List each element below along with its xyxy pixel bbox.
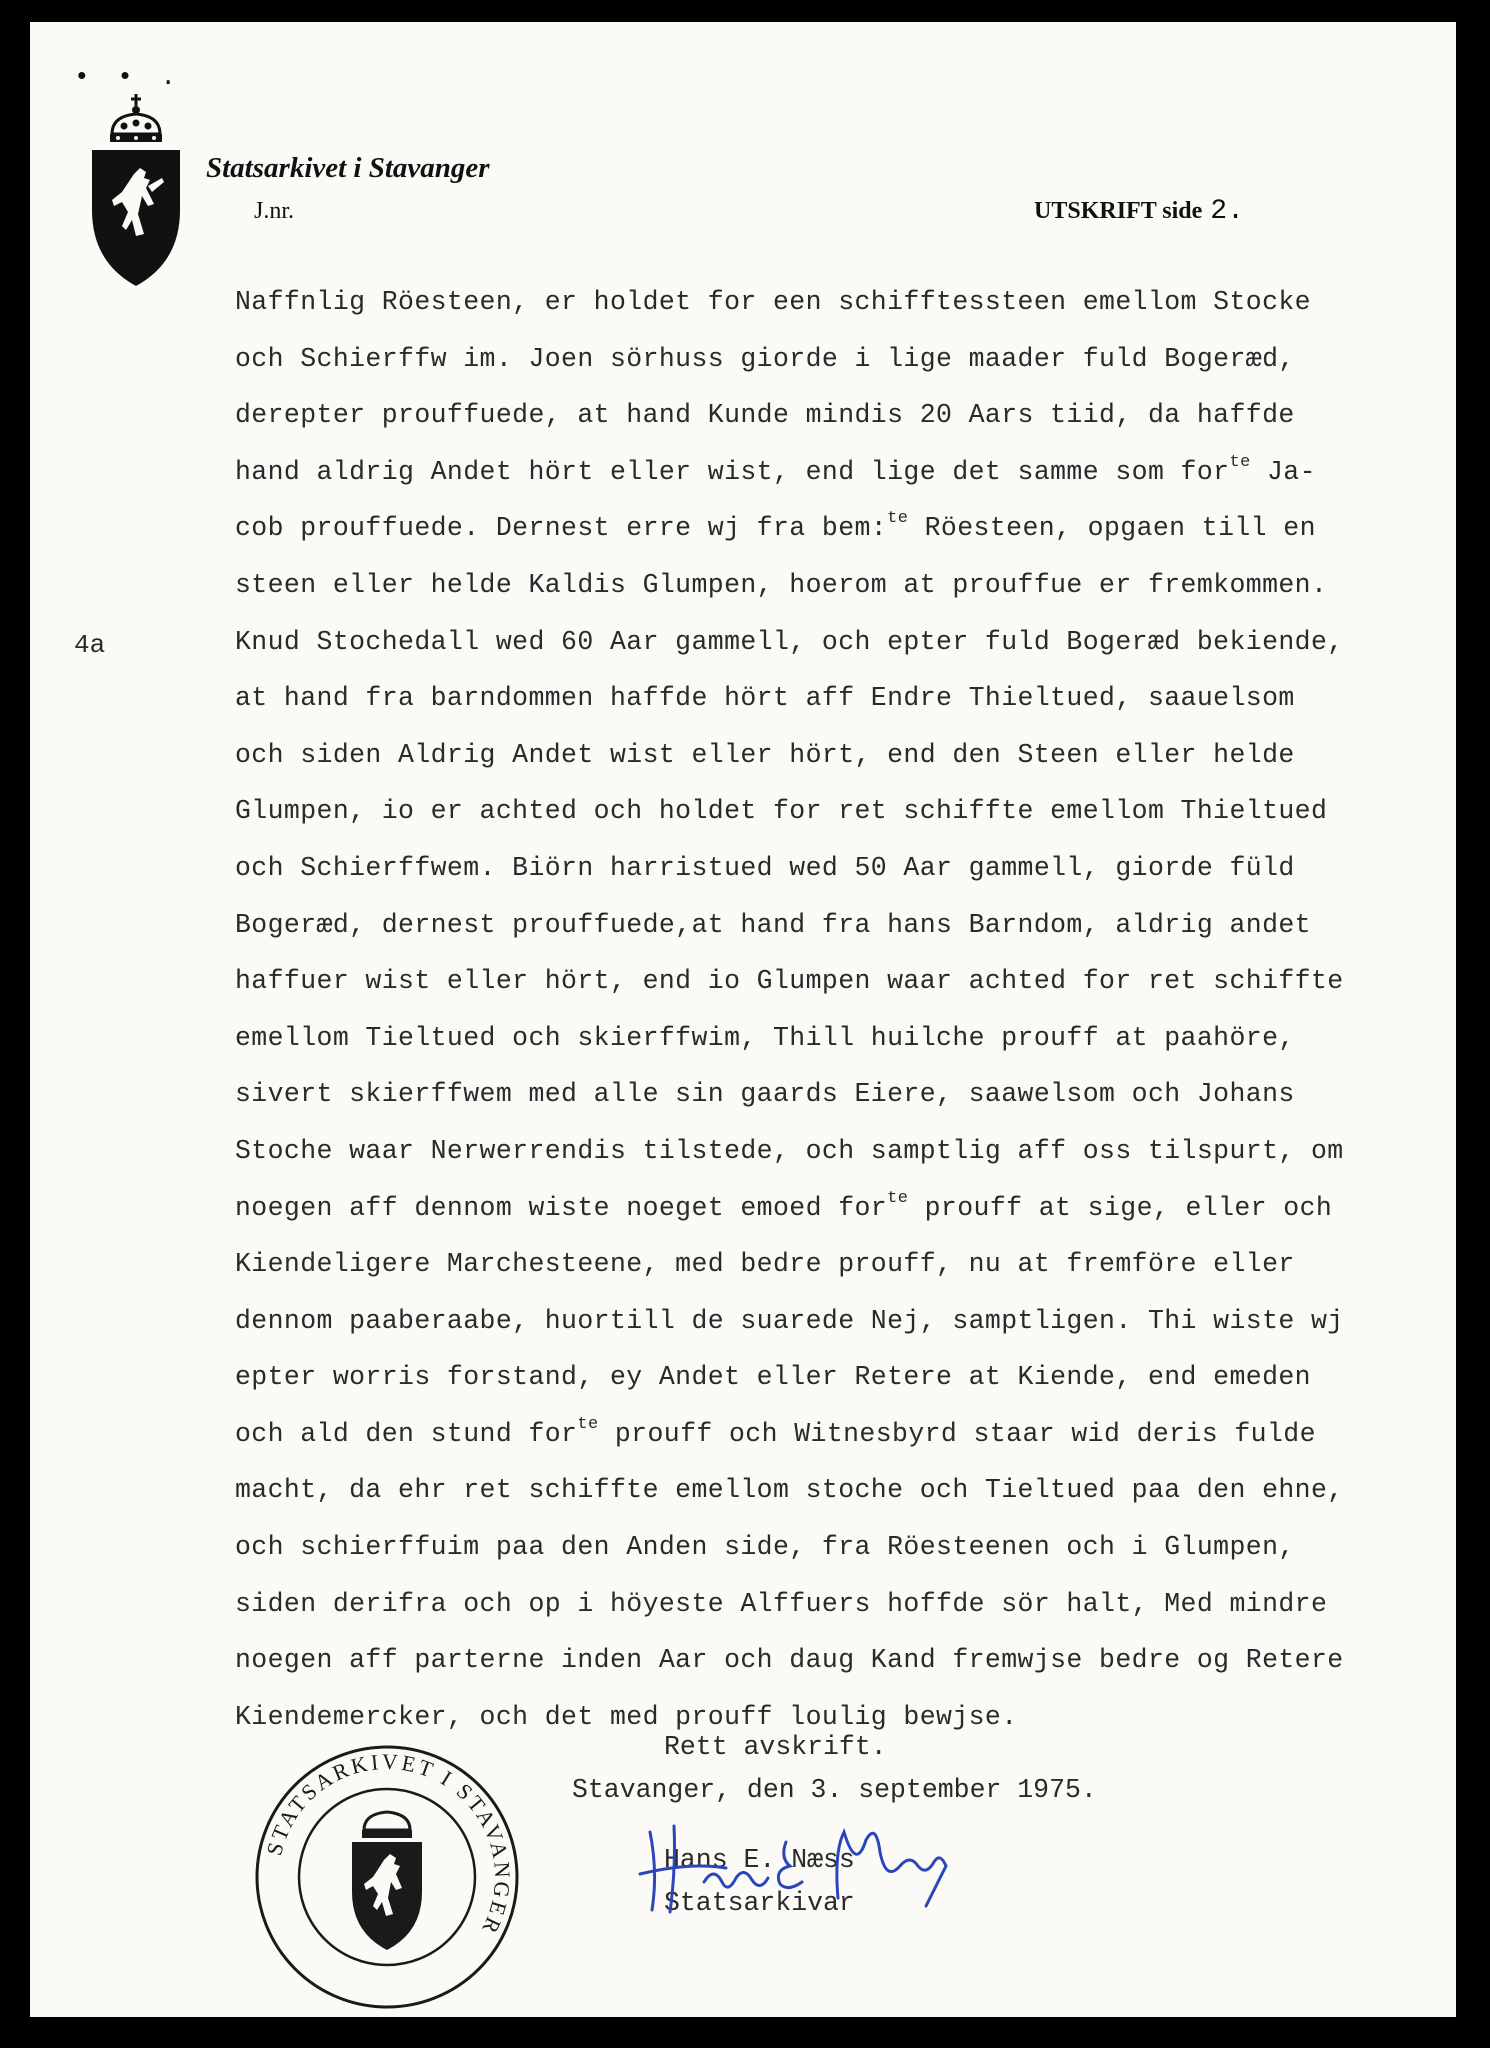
- transcript-body: [235, 274, 1445, 1745]
- line-text: cob prouffuede. Dernest erre wj fra bem:: [235, 513, 888, 544]
- line-text: siden derifra och op i höyeste Alffuers hoffde sör halt, Med mindre: [235, 1588, 1328, 1619]
- line-text: epter worris forstand, ey Andet eller Retere at Kiende, end emeden: [235, 1362, 1311, 1393]
- place-date-line: Stavanger, den 3. september 1975.: [572, 1775, 1097, 1805]
- line-text: Kiendeligere Marchesteene, med bedre prouff, nu at fremföre eller: [235, 1249, 1295, 1280]
- line-text: Naffnlig Röesteen, er holdet for een schifftessteen emellom Stocke: [235, 287, 1311, 317]
- text-line: [235, 840, 1445, 897]
- text-line: [235, 274, 1445, 331]
- text-line: [235, 897, 1445, 954]
- signatory-name: Hans E. Næss: [664, 1845, 855, 1875]
- line-text: noegen aff dennom wiste noeget emoed for: [235, 1192, 888, 1223]
- line-text: macht, da ehr ret schiffte emellom stoche och Tieltued paa den ehne,: [235, 1475, 1344, 1506]
- archive-seal-icon: [252, 1742, 522, 2012]
- text-line: [235, 783, 1445, 840]
- line-text: och schierffuim paa den Anden side, fra Röesteenen och i Glumpen,: [235, 1532, 1295, 1563]
- line-text: haffuer wist eller hört, end io Glumpen waar achted for ret schiffte: [235, 966, 1344, 997]
- superscript: te: [887, 509, 909, 529]
- text-line: [235, 1066, 1445, 1123]
- text-line: [235, 1010, 1445, 1067]
- text-line: [235, 727, 1445, 784]
- line-text: sivert skierffwem med alle sin gaards Eiere, saawelsom och Johans: [235, 1079, 1295, 1110]
- superscript: te: [577, 1414, 599, 1434]
- page-number: 2.: [1210, 196, 1244, 227]
- line-text: och Schierffw im. Joen sörhuss giorde i lige maader fuld Bogeræd,: [235, 343, 1295, 374]
- line-text: prouff at sige, eller och: [908, 1192, 1333, 1223]
- line-text: Röesteen, opgaen till en: [908, 513, 1316, 544]
- text-line: [235, 1519, 1445, 1576]
- text-line: [235, 1462, 1445, 1519]
- text-line: [235, 1632, 1445, 1689]
- text-line: [235, 331, 1445, 388]
- text-line: [235, 1236, 1445, 1293]
- line-text: och siden Aldrig Andet wist eller hört, end den Steen eller helde: [235, 739, 1295, 770]
- journal-number-label: J.nr.: [254, 198, 295, 224]
- line-text: at hand fra barndommen haffde hört aff Endre Thieltued, saauelsom: [235, 683, 1295, 714]
- line-text: derepter prouffuede, at hand Kunde mindis 20 Aars tiid, da haffde: [235, 400, 1295, 431]
- certification-line: Rett avskrift.: [664, 1732, 887, 1762]
- corner-marks: • • .: [74, 62, 183, 92]
- superscript: te: [887, 1188, 909, 1208]
- signatory-title: Statsarkivar: [664, 1888, 855, 1918]
- line-text: Glumpen, io er achted och holdet for ret schiffte emellom Thieltued: [235, 796, 1328, 827]
- coat-of-arms-icon: [88, 90, 184, 290]
- archive-name: Statsarkivet i Stavanger: [206, 152, 490, 184]
- text-line: [235, 1123, 1445, 1180]
- line-text: och Schierffwem. Biörn harristued wed 50 Aar gammell, giorde füld: [235, 852, 1295, 883]
- line-text: emellom Tieltued och skierffwim, Thill huilche prouff at paahöre,: [235, 1022, 1295, 1053]
- line-text: steen eller helde Kaldis Glumpen, hoerom at prouffue er fremkommen.: [235, 569, 1328, 600]
- handwritten-signature-icon: [630, 1812, 970, 1922]
- margin-note: 4a: [74, 630, 106, 660]
- line-text: hand aldrig Andet hört eller wist, end lige det samme som for: [235, 456, 1230, 487]
- line-text: Knud Stochedall wed 60 Aar gammell, och epter fuld Bogeræd bekiende,: [235, 626, 1344, 657]
- line-text: Bogeræd, dernest prouffuede,at hand fra hans Barndom, aldrig andet: [235, 909, 1311, 940]
- text-line: [235, 1576, 1445, 1633]
- text-line: [235, 1349, 1445, 1406]
- seal-text: STATSARKIVET I STAVANGER: [261, 1748, 516, 1941]
- line-text: och ald den stund for: [235, 1418, 578, 1449]
- line-text: dennom paaberaabe, huortill de suarede Nej, samptligen. Thi wiste wj: [235, 1305, 1344, 1336]
- text-line: [235, 444, 1445, 501]
- line-text: Ja-: [1250, 456, 1316, 487]
- text-line: [235, 614, 1445, 671]
- line-text: noegen aff parterne inden Aar och daug Kand fremwjse bedre og Retere: [235, 1645, 1344, 1676]
- text-line: [235, 1293, 1445, 1350]
- text-line: [235, 557, 1445, 614]
- line-text: Stoche waar Nerwerrendis tilstede, och samptlig aff oss tilspurt, om: [235, 1135, 1344, 1166]
- text-line: [235, 1406, 1445, 1463]
- text-line: [235, 953, 1445, 1010]
- utskrift-label: UTSKRIFT side: [1034, 198, 1203, 224]
- line-text: prouff och Witnesbyrd staar wid deris fulde: [598, 1418, 1316, 1449]
- text-line: [235, 1180, 1445, 1237]
- line-text: Kiendemercker, och det med prouff loulig bewjse.: [235, 1701, 1018, 1732]
- superscript: te: [1229, 452, 1251, 472]
- text-line: [235, 387, 1445, 444]
- text-line: [235, 670, 1445, 727]
- document-page: [30, 22, 1456, 2017]
- transcript-page-label: [1034, 196, 1244, 227]
- text-line: [235, 500, 1445, 557]
